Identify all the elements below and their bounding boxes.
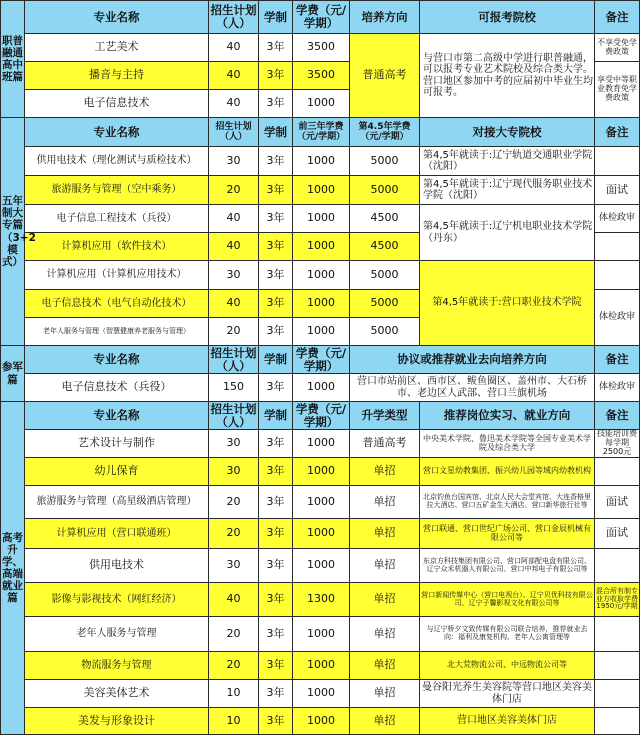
s4-r8-type: 单招 xyxy=(350,680,420,708)
s2-r6-fee: 1000 xyxy=(293,318,350,346)
s4-r2-fee: 1000 xyxy=(293,486,350,519)
s4-r2-job: 北京钓鱼台国宾馆、北京人民大会堂宾馆、大连香格里拉大酒店、营口五矿金生大酒店、营口新华旅行社等 xyxy=(420,486,595,519)
s1-r1-years: 3年 xyxy=(259,62,293,90)
s4-row xyxy=(1,680,640,708)
s4-r0-years: 3年 xyxy=(259,430,293,458)
s2-r6-fee2: 5000 xyxy=(350,318,420,346)
s2-row xyxy=(1,147,640,176)
s4-row xyxy=(1,617,640,652)
s2-r6-name: 老年人服务与管理（智慧健康养老服务与管理） xyxy=(25,318,209,346)
s4-r8-plan: 10 xyxy=(209,680,259,708)
s3-name: 电子信息技术（兵役） xyxy=(25,374,209,402)
s2-r1-name: 旅游服务与管理（空中乘务） xyxy=(25,176,209,205)
s4-r9-plan: 10 xyxy=(209,708,259,735)
s4-r9-note xyxy=(595,708,640,735)
s2-r4-name: 计算机应用（计算机应用技术） xyxy=(25,261,209,290)
s4-row xyxy=(1,486,640,519)
s3-h-fee: 学费（元/学期） xyxy=(293,346,350,374)
s4-r7-plan: 20 xyxy=(209,652,259,680)
s4-h-note: 备注 xyxy=(595,402,640,430)
s4-r4-type: 单招 xyxy=(350,549,420,583)
s3-years: 3年 xyxy=(259,374,293,402)
s2-r2-name: 电子信息工程技术（兵役） xyxy=(25,205,209,233)
s4-r0-plan: 30 xyxy=(209,430,259,458)
s2-side-label: 五年制大专篇（3+2模式） xyxy=(1,118,25,346)
s2-r0-plan: 30 xyxy=(209,147,259,176)
s4-r0-fee: 1000 xyxy=(293,430,350,458)
s4-row xyxy=(1,583,640,617)
s2-r4-fee: 1000 xyxy=(293,261,350,290)
s1-r1-fee: 3500 xyxy=(293,62,350,90)
s4-header-row xyxy=(1,402,640,430)
s1-r2-name: 电子信息技术 xyxy=(25,90,209,118)
s2-r2-fee: 1000 xyxy=(293,205,350,233)
s2-h-fee2: 第4.5年学费（元/学期） xyxy=(350,118,420,147)
s2-h-plan: 招生计划（人） xyxy=(209,118,259,147)
s2-r0-fee: 1000 xyxy=(293,147,350,176)
s1-h-years: 学制 xyxy=(259,1,293,34)
s3-side-label: 参军篇 xyxy=(1,346,25,402)
s4-r7-type: 单招 xyxy=(350,652,420,680)
s2-note-blank3 xyxy=(595,233,640,261)
s4-r7-fee: 1000 xyxy=(293,652,350,680)
s4-r9-type: 单招 xyxy=(350,708,420,735)
s2-r5-plan: 40 xyxy=(209,290,259,318)
s4-r5-name: 影像与影视技术（网红经济） xyxy=(25,583,209,617)
s3-row xyxy=(1,374,640,402)
s4-h-name: 专业名称 xyxy=(25,402,209,430)
s4-r6-type: 单招 xyxy=(350,617,420,652)
s1-note2: 享受中等职业教育免学费政策 xyxy=(595,62,640,118)
s2-r5-name: 电子信息技术（电气自动化技术） xyxy=(25,290,209,318)
s1-h-fee: 学费（元/学期） xyxy=(293,1,350,34)
s4-r2-plan: 20 xyxy=(209,486,259,519)
s2-college3: 第4,5年就读于:辽宁机电职业技术学院（丹东） xyxy=(420,205,595,261)
s4-r3-type: 单招 xyxy=(350,519,420,549)
s4-r3-job: 营口联通、营口世纪广场公司、营口金辰机械有限公司等 xyxy=(420,519,595,549)
s2-r1-fee: 1000 xyxy=(293,176,350,205)
s2-h-fee: 前三年学费（元/学期） xyxy=(293,118,350,147)
s4-side-label: 高考升学、高端就业篇 xyxy=(1,402,25,735)
s4-r4-name: 供用电技术 xyxy=(25,549,209,583)
s4-r2-name: 旅游服务与管理（高星级酒店管理） xyxy=(25,486,209,519)
s2-r5-fee2: 5000 xyxy=(350,290,420,318)
s1-r2-fee: 1000 xyxy=(293,90,350,118)
s4-r6-years: 3年 xyxy=(259,617,293,652)
s4-r3-note: 面试 xyxy=(595,519,640,549)
s2-note-physical: 体检政审 xyxy=(595,205,640,233)
s4-r4-fee: 1000 xyxy=(293,549,350,583)
s1-side-label: 职普融通高中班篇 xyxy=(1,1,25,118)
s4-r5-type: 单招 xyxy=(350,583,420,617)
s3-fee: 1000 xyxy=(293,374,350,402)
s4-r1-plan: 30 xyxy=(209,458,259,486)
s4-r0-note: 技能培训费每学期2500元 xyxy=(595,430,640,458)
s4-r3-name: 计算机应用（营口联通班） xyxy=(25,519,209,549)
s4-row xyxy=(1,708,640,735)
s4-h-job: 推荐岗位实习、就业方向 xyxy=(420,402,595,430)
s3-header-row xyxy=(1,346,640,374)
s4-r0-name: 艺术设计与制作 xyxy=(25,430,209,458)
s4-r6-job: 与辽宁桥夕文致传媒有限公司联合培养，推荐就业去向：福利及康复机构、老年人公寓管理等 xyxy=(420,617,595,652)
s1-h-name: 专业名称 xyxy=(25,1,209,34)
s4-r9-name: 美发与形象设计 xyxy=(25,708,209,735)
s2-r3-years: 3年 xyxy=(259,233,293,261)
s4-r6-note xyxy=(595,617,640,652)
s2-r2-fee2: 4500 xyxy=(350,205,420,233)
s2-r2-years: 3年 xyxy=(259,205,293,233)
s1-header-row xyxy=(1,1,640,34)
s4-h-type: 升学类型 xyxy=(350,402,420,430)
s4-h-plan: 招生计划（人） xyxy=(210,401,257,429)
s4-h-fee: 学费（元/学期） xyxy=(293,402,350,430)
s4-r7-note xyxy=(595,652,640,680)
s4-h-years: 学制 xyxy=(259,402,293,430)
s2-r1-years: 3年 xyxy=(259,176,293,205)
s4-r8-note xyxy=(595,680,640,708)
s1-r0-fee: 3500 xyxy=(293,34,350,62)
s1-r0-years: 3年 xyxy=(259,34,293,62)
s4-r9-years: 3年 xyxy=(259,708,293,735)
s1-schools: 与营口市第二高级中学进行职普融通，可以报考专业艺术院校及综合类大学。营口地区参加中考的应届初中毕业生均可报考。 xyxy=(420,34,595,118)
s2-h-note: 备注 xyxy=(595,118,640,147)
s3-note: 体检政审 xyxy=(595,374,640,402)
s4-r0-type: 普通高考 xyxy=(350,430,420,458)
s4-r8-job: 曼谷阳光养生美容院等营口地区美容美体门店 xyxy=(420,680,595,708)
s4-r4-plan: 30 xyxy=(209,549,259,583)
s4-r5-note: 混合所有制专业方收取学费1950元/学期 xyxy=(595,583,640,617)
s4-r2-note: 面试 xyxy=(595,486,640,519)
s2-r6-years: 3年 xyxy=(259,318,293,346)
s4-r6-plan: 20 xyxy=(209,617,259,652)
s2-r3-fee: 1000 xyxy=(293,233,350,261)
s2-note-blank4 xyxy=(595,261,640,290)
s4-r4-note xyxy=(595,549,640,583)
s2-r0-name: 供用电技术（理化测试与质检技术） xyxy=(25,147,209,176)
s4-r4-job: 东京方科技集团有限公司、营口阿部配电盘有限公司、辽宁众禾机器人有限公司、营口中邦电子有限公司等 xyxy=(420,549,595,583)
s2-r4-fee2: 5000 xyxy=(350,261,420,290)
s4-r7-name: 物流服务与管理 xyxy=(25,652,209,680)
s4-r4-years: 3年 xyxy=(259,549,293,583)
s1-note1: 不享受免学费政策 xyxy=(595,34,640,62)
s2-row xyxy=(1,261,640,290)
s4-r8-fee: 1000 xyxy=(293,680,350,708)
s4-r1-job: 营口文星幼教集团、振兴幼儿园等域内幼教机构 xyxy=(420,458,595,486)
s2-note-blank0 xyxy=(595,147,640,176)
s1-r2-plan: 40 xyxy=(209,90,259,118)
s1-h-plan: 招生计划（人） xyxy=(209,1,259,34)
s4-r5-years: 3年 xyxy=(259,583,293,617)
s3-h-name: 专业名称 xyxy=(25,346,209,374)
s3-plan: 150 xyxy=(209,374,259,402)
s4-r2-type: 单招 xyxy=(350,486,420,519)
s3-h-years: 学制 xyxy=(259,346,293,374)
s1-h-schools: 可报考院校 xyxy=(420,1,595,34)
s4-r3-years: 3年 xyxy=(259,519,293,549)
s4-row xyxy=(1,652,640,680)
s1-h-note: 备注 xyxy=(595,1,640,34)
s4-r7-years: 3年 xyxy=(259,652,293,680)
s3-direction: 营口市站前区、西市区、鲅鱼圈区、盖州市、大石桥市、老边区人武部、营口兰旗机场 xyxy=(350,374,595,402)
s3-h-note: 备注 xyxy=(595,346,640,374)
s2-r5-fee: 1000 xyxy=(293,290,350,318)
s4-r1-years: 3年 xyxy=(259,458,293,486)
s4-row xyxy=(1,430,640,458)
s4-r7-job: 北大荒物流公司、中远物流公司等 xyxy=(420,652,595,680)
s2-r4-years: 3年 xyxy=(259,261,293,290)
s2-h-college: 对接大专院校 xyxy=(420,118,595,147)
s2-h-years: 学制 xyxy=(259,118,293,147)
s4-r3-plan: 20 xyxy=(209,519,259,549)
s4-r8-years: 3年 xyxy=(259,680,293,708)
s1-r0-plan: 40 xyxy=(209,34,259,62)
s3-h-direction: 协议或推荐就业去向培养方向 xyxy=(350,346,595,374)
s1-r0-name: 工艺美术 xyxy=(25,34,209,62)
s1-direction: 普通高考 xyxy=(350,34,420,118)
s4-r9-job: 营口地区美容美体门店 xyxy=(420,708,595,735)
s2-r5-years: 3年 xyxy=(259,290,293,318)
s4-r5-plan: 40 xyxy=(209,583,259,617)
s4-r8-name: 美容美体艺术 xyxy=(25,680,209,708)
s4-r0-job: 中央美术学院、鲁迅美术学院等全国专业美术学院及综合类大学 xyxy=(420,430,595,458)
s2-r3-fee2: 4500 xyxy=(350,233,420,261)
s4-row xyxy=(1,549,640,583)
s2-r3-plan: 40 xyxy=(209,233,259,261)
s4-r5-job: 营口新闻传媒中心（营口电视台）、辽宁贝优科技有限公司、辽宁子馨影视文化有限公司等 xyxy=(420,583,595,617)
s1-h-direction: 培养方向 xyxy=(350,1,420,34)
s2-note-interview: 面试 xyxy=(595,176,640,205)
s2-r0-fee2: 5000 xyxy=(350,147,420,176)
s4-r9-fee: 1000 xyxy=(293,708,350,735)
s1-r2-years: 3年 xyxy=(259,90,293,118)
s1-r1-name: 播音与主持 xyxy=(25,62,209,90)
s2-note-physical2: 体检政审 xyxy=(595,290,640,346)
s2-row xyxy=(1,176,640,205)
s2-header-row xyxy=(1,118,640,147)
s2-r1-fee2: 5000 xyxy=(350,176,420,205)
s2-r3-name: 计算机应用（软件技术） xyxy=(25,233,209,261)
s4-r1-name: 幼儿保育 xyxy=(25,458,209,486)
s3-h-plan: 招生计划（人） xyxy=(210,345,257,373)
s1-r1-plan: 40 xyxy=(209,62,259,90)
s4-r1-fee: 1000 xyxy=(293,458,350,486)
s4-r6-name: 老年人服务与管理 xyxy=(25,617,209,652)
s4-row xyxy=(1,458,640,486)
s4-r1-note xyxy=(595,458,640,486)
s2-college4: 第4,5年就读于:营口职业技术学院 xyxy=(420,261,595,346)
s2-h-name: 专业名称 xyxy=(25,118,209,147)
s2-r2-plan: 40 xyxy=(209,205,259,233)
s4-r3-fee: 1000 xyxy=(293,519,350,549)
s4-r2-years: 3年 xyxy=(259,486,293,519)
s2-college2: 第4,5年就读于:辽宁现代服务职业技术学院（沈阳） xyxy=(420,176,595,205)
s2-r1-plan: 20 xyxy=(209,176,259,205)
s2-r6-plan: 20 xyxy=(209,318,259,346)
s2-row xyxy=(1,205,640,233)
s2-r4-plan: 30 xyxy=(209,261,259,290)
s4-row xyxy=(1,519,640,549)
s1-row xyxy=(1,34,640,62)
s2-college1: 第4,5年就读于:辽宁轨道交通职业学院（沈阳） xyxy=(420,147,595,176)
s4-r1-type: 单招 xyxy=(350,458,420,486)
s4-r5-fee: 1300 xyxy=(293,583,350,617)
s4-r6-fee: 1000 xyxy=(293,617,350,652)
s2-r0-years: 3年 xyxy=(259,147,293,176)
